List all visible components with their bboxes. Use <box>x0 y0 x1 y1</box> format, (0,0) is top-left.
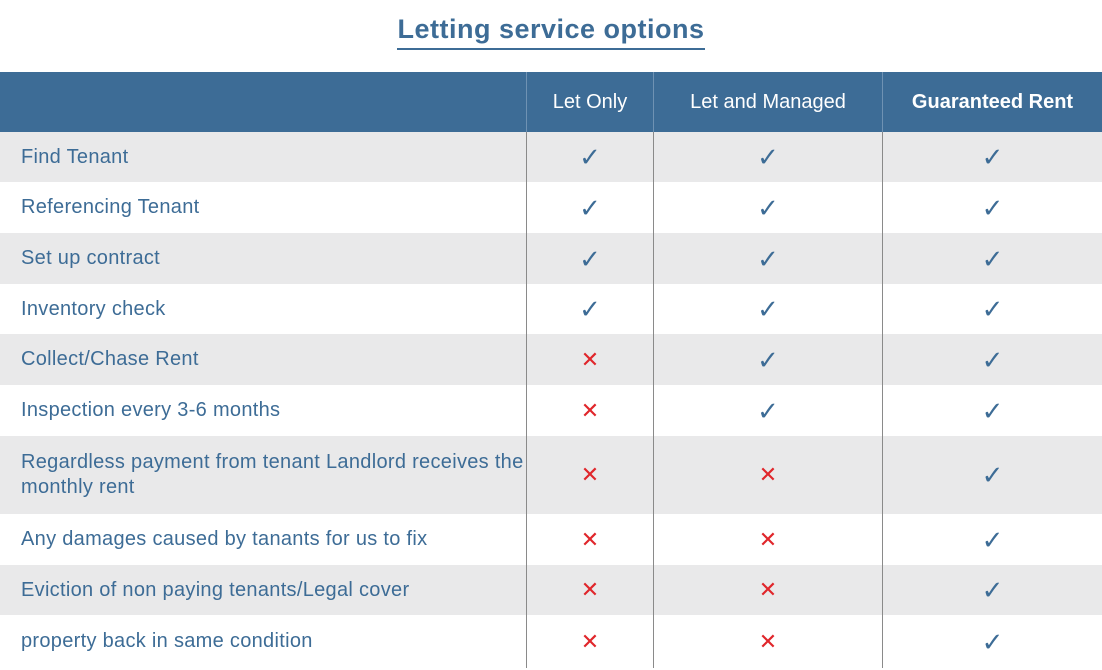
mark-cell <box>527 385 654 436</box>
mark-cell <box>883 385 1102 436</box>
check-icon: ✓ <box>757 395 779 426</box>
cross-icon: ✕ <box>580 397 600 423</box>
title-bar <box>0 0 1102 72</box>
mark-cell <box>654 334 883 385</box>
row-label: Inspection every 3-6 months <box>0 385 527 436</box>
table-row <box>0 233 1102 284</box>
comparison-table <box>0 72 1102 668</box>
mark-cell <box>527 436 654 514</box>
mark-cell <box>654 385 883 436</box>
row-label: Set up contract <box>0 233 527 284</box>
check-icon: ✓ <box>757 344 779 375</box>
row-label: property back in same condition <box>0 615 527 668</box>
table-row <box>0 284 1102 334</box>
mark-cell <box>527 615 654 668</box>
row-label: Find Tenant <box>0 132 527 182</box>
cross-icon: ✕ <box>580 577 600 602</box>
check-icon: ✓ <box>981 460 1004 490</box>
row-label: Eviction of non paying tenants/Legal cover <box>0 565 527 615</box>
mark-cell <box>883 334 1102 385</box>
mark-cell <box>883 132 1102 182</box>
mark-cell <box>527 182 654 233</box>
page-title: Letting service options <box>397 14 704 50</box>
row-label: Inventory check <box>0 284 527 334</box>
check-icon: ✓ <box>757 192 779 223</box>
check-icon: ✓ <box>981 294 1004 324</box>
table-row <box>0 615 1102 668</box>
mark-cell <box>527 284 654 334</box>
header-cell-feature <box>0 72 527 132</box>
mark-cell <box>654 436 883 514</box>
table-body <box>0 132 1102 668</box>
check-icon: ✓ <box>981 344 1004 375</box>
check-icon: ✓ <box>757 294 779 324</box>
table-row <box>0 565 1102 615</box>
cross-icon: ✕ <box>758 462 778 487</box>
header-cell-let-and-managed: Let and Managed <box>654 72 883 132</box>
check-icon: ✓ <box>981 142 1004 172</box>
mark-cell <box>654 514 883 565</box>
table-header-row <box>0 72 1102 132</box>
cross-icon: ✕ <box>580 462 600 487</box>
mark-cell <box>883 233 1102 284</box>
cross-icon: ✕ <box>758 577 778 602</box>
check-icon: ✓ <box>579 294 601 324</box>
check-icon: ✓ <box>981 626 1004 657</box>
check-icon: ✓ <box>757 243 779 274</box>
mark-cell <box>654 565 883 615</box>
mark-cell <box>883 436 1102 514</box>
check-icon: ✓ <box>981 192 1004 223</box>
row-label: Referencing Tenant <box>0 182 527 233</box>
mark-cell <box>883 284 1102 334</box>
mark-cell <box>883 514 1102 565</box>
mark-cell <box>654 132 883 182</box>
mark-cell <box>654 233 883 284</box>
check-icon: ✓ <box>981 243 1004 274</box>
cross-icon: ✕ <box>580 346 600 372</box>
row-label: Collect/Chase Rent <box>0 334 527 385</box>
cross-icon: ✕ <box>758 526 778 552</box>
mark-cell <box>654 615 883 668</box>
row-label: Regardless payment from tenant Landlord receives the monthly rent <box>0 436 527 514</box>
mark-cell <box>654 284 883 334</box>
row-label: Any damages caused by tanants for us to fix <box>0 514 527 565</box>
check-icon: ✓ <box>579 243 601 274</box>
mark-cell <box>527 132 654 182</box>
table-row <box>0 436 1102 514</box>
check-icon: ✓ <box>981 395 1004 426</box>
cross-icon: ✕ <box>580 628 600 654</box>
check-icon: ✓ <box>579 192 601 223</box>
check-icon: ✓ <box>757 142 779 172</box>
mark-cell <box>527 233 654 284</box>
cross-icon: ✕ <box>758 628 778 654</box>
mark-cell <box>654 182 883 233</box>
cross-icon: ✕ <box>580 526 600 552</box>
header-cell-let-only: Let Only <box>527 72 654 132</box>
header-cell-guaranteed-rent: Guaranteed Rent <box>911 90 1074 113</box>
check-icon: ✓ <box>981 575 1004 605</box>
mark-cell <box>883 615 1102 668</box>
mark-cell <box>527 565 654 615</box>
table-row <box>0 182 1102 233</box>
mark-cell <box>527 514 654 565</box>
mark-cell <box>527 334 654 385</box>
table-row <box>0 514 1102 565</box>
mark-cell <box>883 565 1102 615</box>
table-row <box>0 132 1102 182</box>
table-row <box>0 334 1102 385</box>
check-icon: ✓ <box>579 142 601 172</box>
table-row <box>0 385 1102 436</box>
mark-cell <box>883 182 1102 233</box>
check-icon: ✓ <box>981 524 1004 555</box>
